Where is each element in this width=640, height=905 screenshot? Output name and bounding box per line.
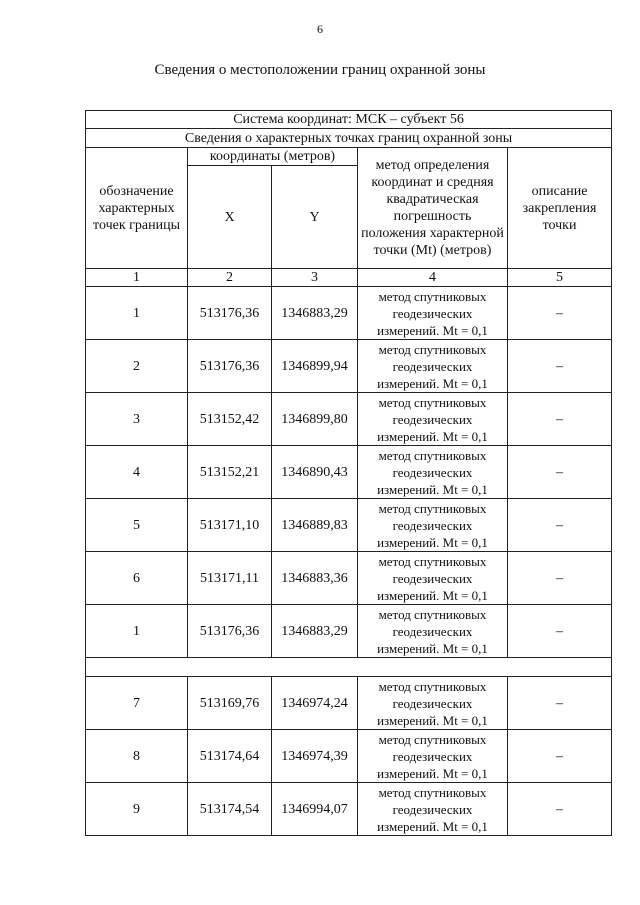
y-coordinate-cell: 1346889,83 <box>272 499 358 552</box>
x-coordinate-cell: 513176,36 <box>188 340 272 393</box>
table-row <box>86 499 612 552</box>
point-number-cell: 9 <box>86 783 188 836</box>
point-number-cell: 1 <box>86 605 188 658</box>
x-coordinate-cell: 513152,42 <box>188 393 272 446</box>
points-info-cell: Сведения о характерных точках границ охранной зоны <box>86 129 612 148</box>
header-y: Y <box>272 166 358 269</box>
description-cell: – <box>508 393 612 446</box>
description-cell: – <box>508 605 612 658</box>
header-row-1 <box>86 148 612 166</box>
description-cell: – <box>508 677 612 730</box>
method-cell: метод спутниковых геодезических измерений. Mt = 0,1 <box>358 605 508 658</box>
table-row <box>86 287 612 340</box>
info-row <box>86 129 612 148</box>
x-coordinate-cell: 513171,11 <box>188 552 272 605</box>
description-cell: – <box>508 552 612 605</box>
y-coordinate-cell: 1346994,07 <box>272 783 358 836</box>
table-row <box>86 446 612 499</box>
description-cell: – <box>508 730 612 783</box>
x-coordinate-cell: 513171,10 <box>188 499 272 552</box>
point-number-cell: 8 <box>86 730 188 783</box>
y-coordinate-cell: 1346899,94 <box>272 340 358 393</box>
coordinate-system-cell: Система координат: МСК – субъект 56 <box>86 111 612 129</box>
column-number: 3 <box>272 269 358 287</box>
table-row <box>86 783 612 836</box>
column-number: 1 <box>86 269 188 287</box>
y-coordinate-cell: 1346883,36 <box>272 552 358 605</box>
group-separator-cell <box>86 658 612 677</box>
point-number-cell: 4 <box>86 446 188 499</box>
table-row <box>86 552 612 605</box>
table-row <box>86 677 612 730</box>
system-row <box>86 111 612 129</box>
method-cell: метод спутниковых геодезических измерений. Mt = 0,1 <box>358 783 508 836</box>
table-row <box>86 393 612 446</box>
y-coordinate-cell: 1346974,24 <box>272 677 358 730</box>
x-coordinate-cell: 513176,36 <box>188 287 272 340</box>
method-cell: метод спутниковых геодезических измерений. Mt = 0,1 <box>358 287 508 340</box>
point-number-cell: 2 <box>86 340 188 393</box>
header-description: описание закрепления точки <box>508 148 612 269</box>
column-number: 5 <box>508 269 612 287</box>
table-row <box>86 730 612 783</box>
y-coordinate-cell: 1346899,80 <box>272 393 358 446</box>
y-coordinate-cell: 1346974,39 <box>272 730 358 783</box>
table-row <box>86 340 612 393</box>
method-cell: метод спутниковых геодезических измерений. Mt = 0,1 <box>358 446 508 499</box>
table-body <box>86 111 612 836</box>
y-coordinate-cell: 1346883,29 <box>272 287 358 340</box>
table-row <box>86 605 612 658</box>
y-coordinate-cell: 1346890,43 <box>272 446 358 499</box>
document-title: Сведения о местоположении границ охранной зоны <box>154 62 486 78</box>
header-method: метод определения координат и средняя квадратическая погрешность положения характерной точки (Mt) (метров) <box>358 148 508 269</box>
description-cell: – <box>508 446 612 499</box>
description-cell: – <box>508 499 612 552</box>
x-coordinate-cell: 513152,21 <box>188 446 272 499</box>
point-number-cell: 5 <box>86 499 188 552</box>
point-number-cell: 3 <box>86 393 188 446</box>
header-coordinates: координаты (метров) <box>188 148 358 166</box>
column-number: 2 <box>188 269 272 287</box>
method-cell: метод спутниковых геодезических измерений. Mt = 0,1 <box>358 393 508 446</box>
method-cell: метод спутниковых геодезических измерений. Mt = 0,1 <box>358 677 508 730</box>
description-cell: – <box>508 340 612 393</box>
group-separator-row <box>86 658 612 677</box>
column-number: 4 <box>358 269 508 287</box>
method-cell: метод спутниковых геодезических измерений. Mt = 0,1 <box>358 552 508 605</box>
method-cell: метод спутниковых геодезических измерений. Mt = 0,1 <box>358 730 508 783</box>
page-number: 6 <box>317 22 323 36</box>
method-cell: метод спутниковых геодезических измерений. Mt = 0,1 <box>358 340 508 393</box>
point-number-cell: 1 <box>86 287 188 340</box>
x-coordinate-cell: 513174,64 <box>188 730 272 783</box>
x-coordinate-cell: 513176,36 <box>188 605 272 658</box>
y-coordinate-cell: 1346883,29 <box>272 605 358 658</box>
x-coordinate-cell: 513174,54 <box>188 783 272 836</box>
method-cell: метод спутниковых геодезических измерений. Mt = 0,1 <box>358 499 508 552</box>
boundary-points-table <box>85 110 612 836</box>
point-number-cell: 7 <box>86 677 188 730</box>
x-coordinate-cell: 513169,76 <box>188 677 272 730</box>
description-cell: – <box>508 287 612 340</box>
header-point-id: обозначение характерных точек границы <box>86 148 188 269</box>
header-x: X <box>188 166 272 269</box>
column-number-row <box>86 269 612 287</box>
point-number-cell: 6 <box>86 552 188 605</box>
description-cell: – <box>508 783 612 836</box>
